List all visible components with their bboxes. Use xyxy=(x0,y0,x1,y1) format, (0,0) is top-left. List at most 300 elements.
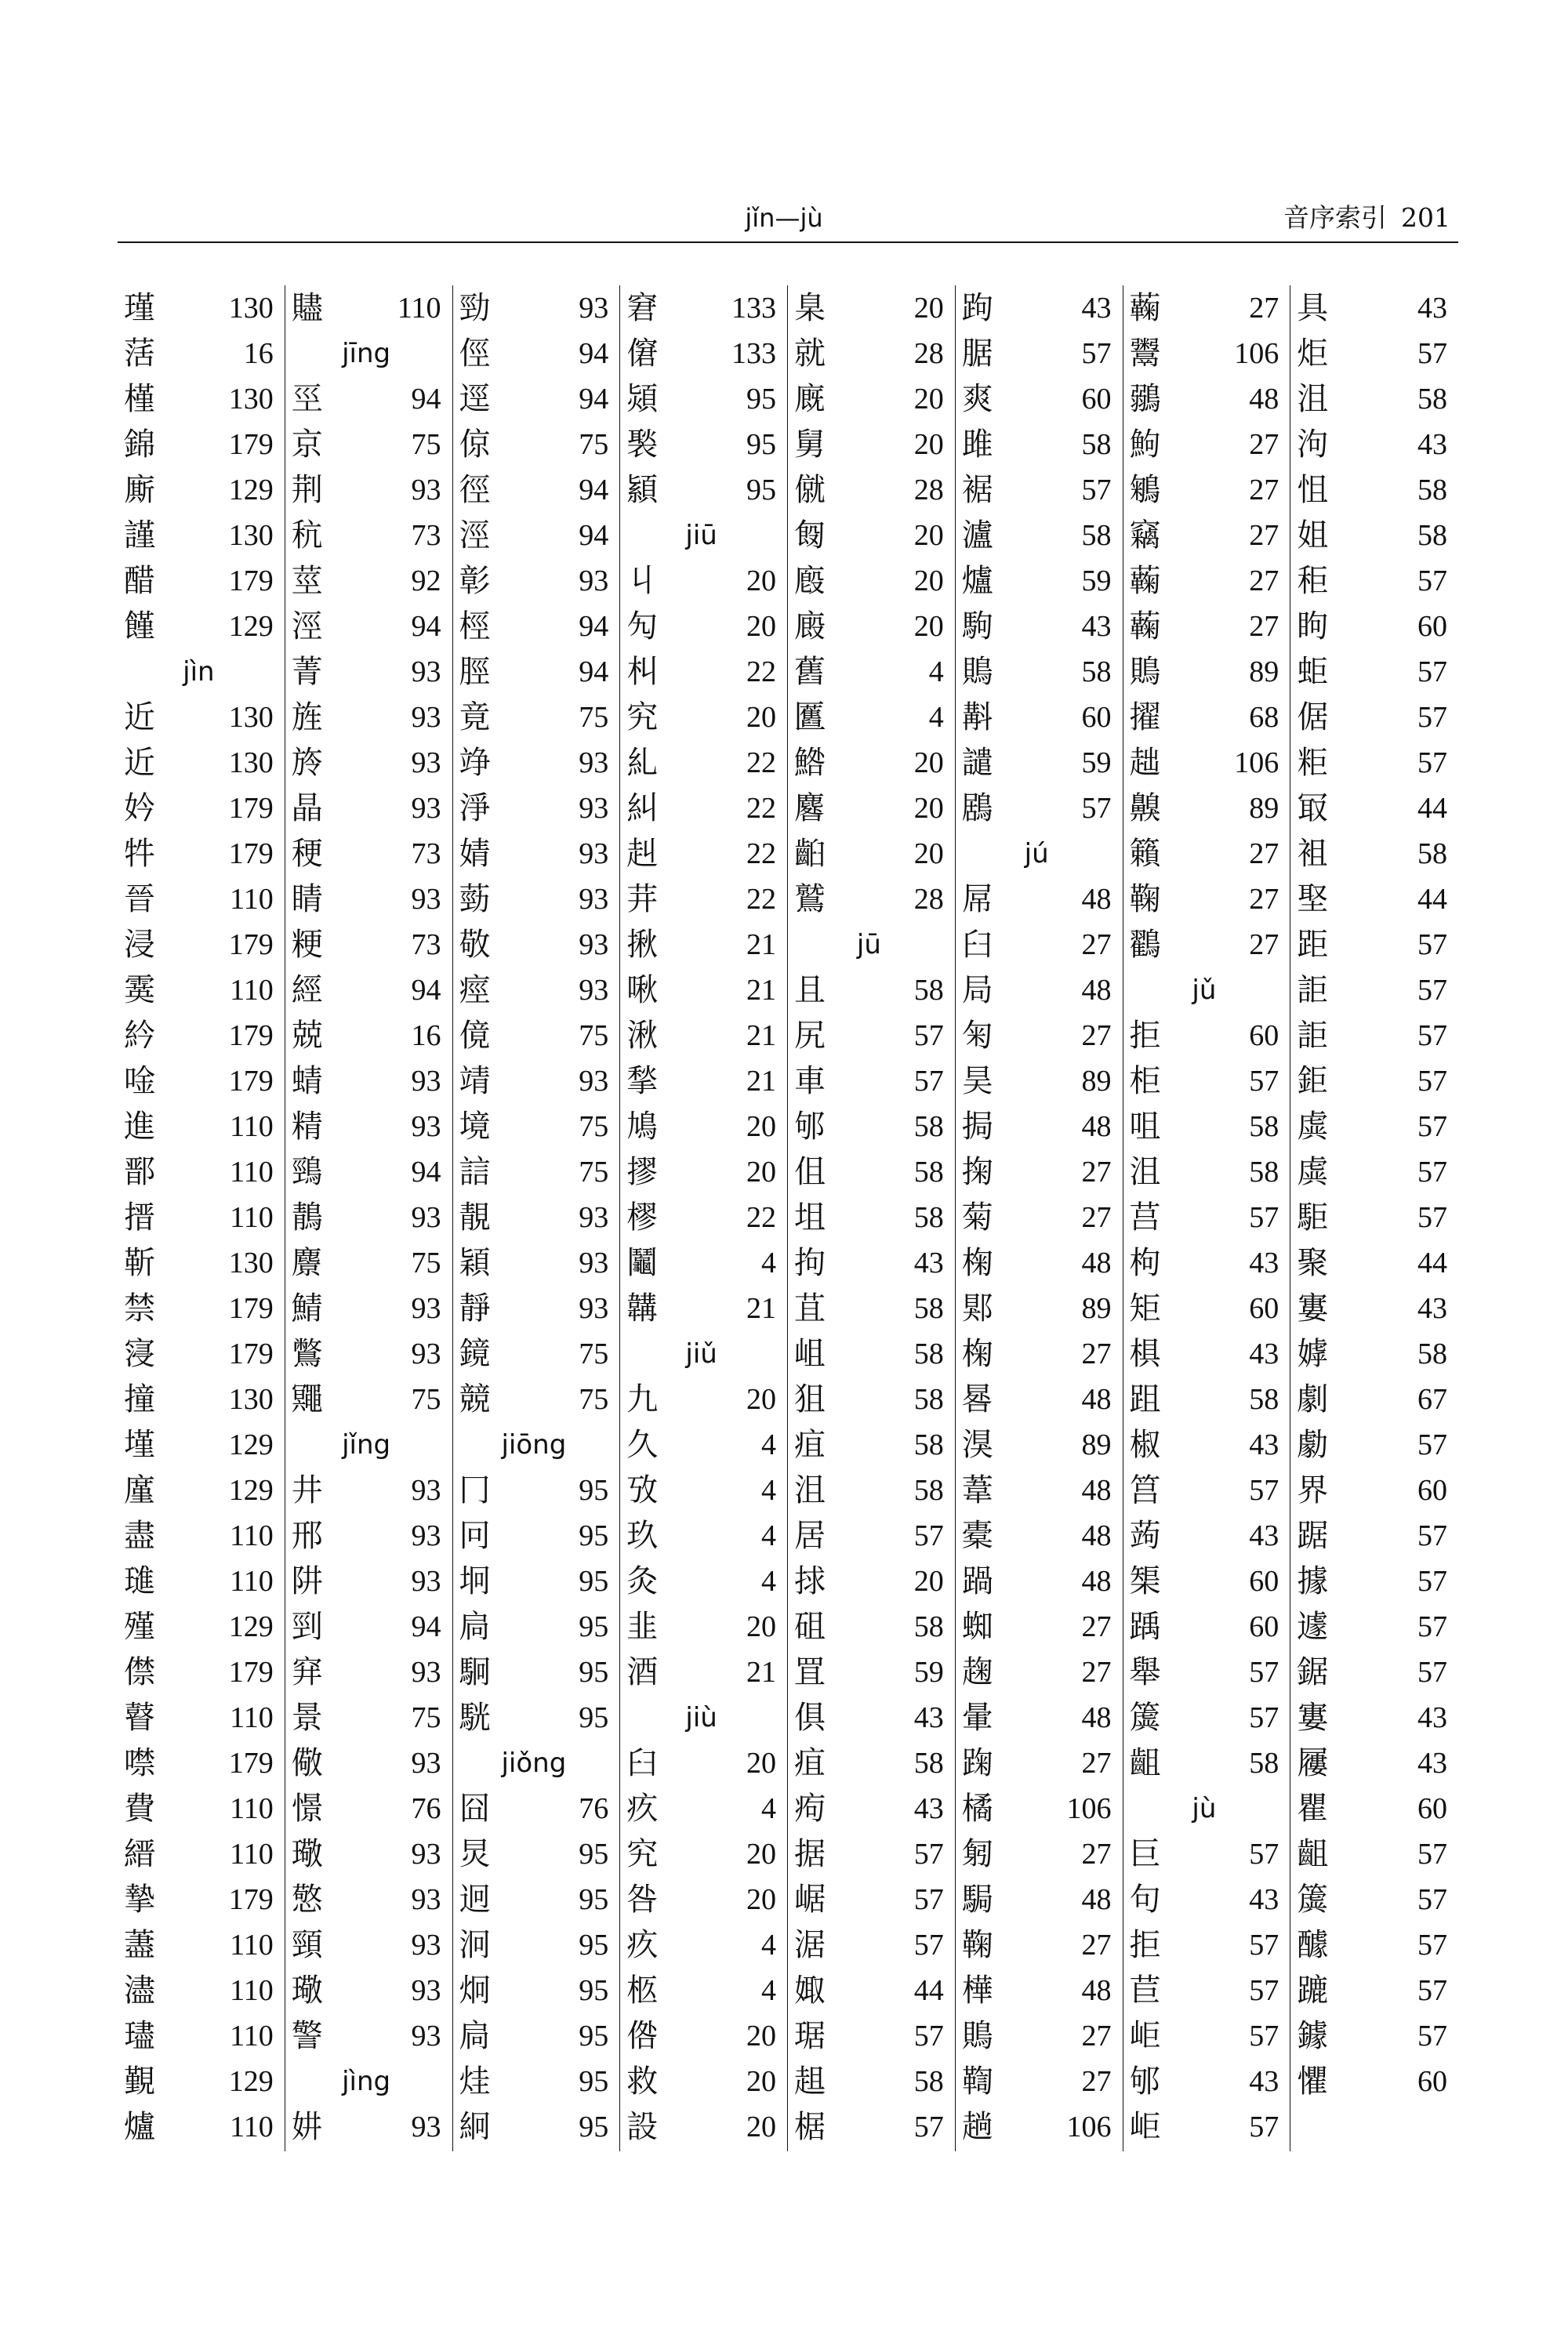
entry-page: 93 xyxy=(411,1974,441,2007)
index-entry xyxy=(794,285,944,331)
entry-page: 43 xyxy=(1081,610,1112,643)
entry-page: 130 xyxy=(228,746,274,779)
index-entry xyxy=(962,422,1112,467)
index-entry xyxy=(1297,1104,1447,1149)
entry-character: 璡 xyxy=(124,1563,155,1599)
entry-character: 伹 xyxy=(794,1154,826,1190)
entry-character: 雎 xyxy=(961,426,993,463)
index-entry xyxy=(1130,1331,1279,1377)
index-entry xyxy=(626,1513,776,1559)
entry-character: 蜻 xyxy=(291,1063,323,1099)
entry-character: 扃 xyxy=(459,1609,491,1645)
entry-character: 拘 xyxy=(794,1245,826,1281)
index-entry xyxy=(124,1877,274,1922)
index-entry xyxy=(1297,786,1447,831)
index-entry xyxy=(292,1831,441,1877)
index-entry xyxy=(626,1786,776,1831)
entry-character: 疚 xyxy=(626,1927,659,1963)
index-entry xyxy=(626,1104,776,1149)
entry-character: 捄 xyxy=(794,1563,826,1599)
index-entry xyxy=(124,1786,274,1831)
entry-character: 穽 xyxy=(291,1654,323,1690)
entry-character: 九 xyxy=(626,1381,659,1417)
entry-page: 95 xyxy=(579,1701,609,1734)
entry-character: 精 xyxy=(291,1109,323,1145)
entry-page: 43 xyxy=(1249,1428,1279,1461)
index-entry xyxy=(794,1922,944,1968)
entry-page: 48 xyxy=(1249,383,1279,416)
entry-page: 60 xyxy=(1417,1474,1447,1507)
entry-page: 57 xyxy=(913,1838,944,1871)
index-entry xyxy=(962,2059,1112,2104)
index-entry xyxy=(626,422,776,467)
index-entry xyxy=(124,2104,274,2150)
entry-character: 鬮 xyxy=(626,1245,659,1281)
entry-page: 93 xyxy=(411,1747,441,1780)
index-entry xyxy=(962,1559,1112,1604)
entry-page: 43 xyxy=(1249,1883,1279,1916)
entry-character: 舉 xyxy=(1129,1654,1161,1690)
index-entry xyxy=(794,1422,944,1468)
index-entry xyxy=(459,1604,609,1650)
index-entry xyxy=(962,513,1112,558)
entry-character: 妌 xyxy=(291,2109,323,2145)
entry-page: 94 xyxy=(579,610,609,643)
entry-character: 疚 xyxy=(626,1791,659,1827)
index-entry xyxy=(794,604,944,649)
entry-page: 73 xyxy=(411,928,441,961)
entry-page: 75 xyxy=(411,1383,441,1416)
entry-character: 晷 xyxy=(961,1381,993,1417)
entry-character: 屨 xyxy=(1297,1745,1329,1781)
entry-character: 筥 xyxy=(1129,1472,1161,1508)
index-entry xyxy=(459,467,609,513)
entry-page: 20 xyxy=(746,1838,776,1871)
entry-character: 牪 xyxy=(124,836,155,872)
entry-character: 勮 xyxy=(1297,1427,1329,1463)
entry-character: 椒 xyxy=(1129,1427,1161,1463)
index-entry xyxy=(1130,1513,1279,1559)
entry-character: 晉 xyxy=(124,881,155,917)
index-entry xyxy=(962,1968,1112,2013)
entry-page: 20 xyxy=(746,1747,776,1780)
entry-character: 巨 xyxy=(1129,1836,1161,1872)
entry-character: 据 xyxy=(794,1836,826,1872)
entry-character: 穎 xyxy=(459,1245,491,1281)
index-entry xyxy=(1297,331,1447,376)
index-entry xyxy=(1297,1831,1447,1877)
index-entry xyxy=(1297,1695,1447,1740)
entry-character: 璥 xyxy=(291,1836,323,1872)
entry-character: 瞿 xyxy=(1297,1791,1329,1827)
entry-character: 拒 xyxy=(1129,1018,1161,1054)
entry-page: 110 xyxy=(230,1929,274,1962)
entry-character: 掬 xyxy=(961,1154,993,1190)
entry-character: 廏 xyxy=(794,563,826,599)
index-entry xyxy=(1297,558,1447,604)
entry-page: 110 xyxy=(230,1838,274,1871)
index-entry xyxy=(459,422,609,467)
entry-page: 4 xyxy=(761,1428,776,1461)
entry-character: 韭 xyxy=(626,1609,659,1645)
entry-character: 頸 xyxy=(291,1927,323,1963)
entry-page: 20 xyxy=(746,564,776,597)
index-entry xyxy=(794,1650,944,1695)
index-entry xyxy=(962,558,1112,604)
entry-character: 僦 xyxy=(794,472,826,508)
entry-page: 20 xyxy=(746,610,776,643)
index-entry xyxy=(626,1058,776,1104)
entry-page: 57 xyxy=(1417,337,1447,370)
entry-page: 58 xyxy=(1249,1747,1279,1780)
entry-page: 110 xyxy=(230,1110,274,1143)
entry-page: 93 xyxy=(411,746,441,779)
index-entry xyxy=(1130,2013,1279,2059)
index-entry xyxy=(124,331,274,376)
pinyin-heading: jū xyxy=(856,929,881,960)
entry-page: 93 xyxy=(579,1065,609,1098)
entry-character: 槿 xyxy=(124,381,155,417)
entry-page: 4 xyxy=(761,1247,776,1279)
index-entry xyxy=(626,1195,776,1240)
entry-page: 43 xyxy=(1417,1701,1447,1734)
entry-character: 鐻 xyxy=(1297,2018,1329,2054)
entry-page: 58 xyxy=(913,1338,944,1370)
index-entry xyxy=(1297,1468,1447,1513)
entry-character: 鯖 xyxy=(291,1290,323,1327)
entry-page: 48 xyxy=(1081,1110,1112,1143)
entry-character: 唫 xyxy=(124,1063,155,1099)
entry-page: 93 xyxy=(411,474,441,506)
index-entry xyxy=(1130,422,1279,467)
entry-page: 89 xyxy=(1249,792,1279,825)
index-entry xyxy=(794,1240,944,1286)
entry-page: 59 xyxy=(1081,564,1112,597)
index-entry xyxy=(962,2013,1112,2059)
index-entry xyxy=(1130,831,1279,877)
index-entry xyxy=(124,967,274,1013)
entry-page: 57 xyxy=(1417,1019,1447,1052)
index-entry xyxy=(1130,1740,1279,1786)
entry-page: 4 xyxy=(928,701,944,734)
entry-character: 苣 xyxy=(1129,1973,1161,2009)
index-entry xyxy=(292,467,441,513)
entry-page: 57 xyxy=(1081,337,1112,370)
entry-page: 75 xyxy=(579,1110,609,1143)
index-entry xyxy=(1297,740,1447,786)
index-entry xyxy=(794,786,944,831)
index-column xyxy=(118,285,285,2151)
entry-page: 179 xyxy=(228,837,274,870)
entry-page: 93 xyxy=(411,883,441,916)
entry-character: 殣 xyxy=(124,1609,155,1645)
entry-character: 進 xyxy=(124,1109,155,1145)
entry-character: 臬 xyxy=(794,290,826,326)
index-entry xyxy=(626,1604,776,1650)
entry-page: 43 xyxy=(1249,1519,1279,1552)
index-entry xyxy=(459,1240,609,1286)
entry-character: 趄 xyxy=(794,2063,826,2100)
entry-character: 涇 xyxy=(459,517,491,554)
index-entry xyxy=(1130,740,1279,786)
entry-character: 蒟 xyxy=(1129,1518,1161,1554)
entry-character: 柜 xyxy=(1129,1063,1161,1099)
index-entry xyxy=(459,331,609,376)
entry-page: 44 xyxy=(1417,792,1447,825)
entry-page: 22 xyxy=(746,792,776,825)
entry-character: 疽 xyxy=(794,1427,826,1463)
entry-page: 27 xyxy=(1249,883,1279,916)
entry-page: 76 xyxy=(411,1792,441,1825)
entry-character: 浸 xyxy=(124,927,155,963)
entry-character: 椇 xyxy=(1129,1336,1161,1372)
index-entry xyxy=(1297,604,1447,649)
index-entry xyxy=(1130,1013,1279,1058)
entry-character: 錦 xyxy=(124,426,155,463)
entry-character: 寠 xyxy=(1297,1700,1329,1736)
index-entry xyxy=(794,1604,944,1650)
entry-character: 且 xyxy=(794,972,826,1008)
entry-character: 境 xyxy=(459,1109,491,1145)
entry-character: 岠 xyxy=(1129,2109,1161,2145)
entry-character: 搢 xyxy=(124,1200,155,1236)
entry-character: 涇 xyxy=(291,608,323,644)
entry-page: 20 xyxy=(746,2065,776,2098)
entry-page: 95 xyxy=(579,2065,609,2098)
index-entry xyxy=(459,1513,609,1559)
entry-character: 攷 xyxy=(626,1472,659,1508)
index-entry xyxy=(292,831,441,877)
entry-page: 93 xyxy=(411,1565,441,1598)
index-column xyxy=(956,285,1123,2151)
entry-character: 埾 xyxy=(1297,881,1329,917)
index-entry xyxy=(962,1922,1112,1968)
entry-character: 京 xyxy=(291,426,323,463)
entry-page: 110 xyxy=(230,1565,274,1598)
entry-page: 20 xyxy=(746,2111,776,2143)
index-entry xyxy=(626,1149,776,1195)
entry-page: 48 xyxy=(1081,1701,1112,1734)
entry-page: 58 xyxy=(1249,1156,1279,1189)
entry-character: 究 xyxy=(626,699,659,735)
index-entry xyxy=(626,1650,776,1695)
index-entry xyxy=(794,1877,944,1922)
index-entry xyxy=(292,1604,441,1650)
entry-character: 劇 xyxy=(1297,1381,1329,1417)
entry-character: 警 xyxy=(291,2018,323,2054)
index-entry xyxy=(1297,922,1447,967)
index-column xyxy=(1290,285,1458,2151)
index-entry xyxy=(292,1331,441,1377)
index-entry xyxy=(962,1468,1112,1513)
entry-page: 48 xyxy=(1081,883,1112,916)
entry-character: 俱 xyxy=(794,1700,826,1736)
entry-character: 郹 xyxy=(961,1290,993,1327)
index-entry xyxy=(1297,1922,1447,1968)
entry-page: 57 xyxy=(1249,1701,1279,1734)
index-entry xyxy=(292,1922,441,1968)
entry-character: 砠 xyxy=(794,1609,826,1645)
index-entry xyxy=(459,1695,609,1740)
entry-character: 謹 xyxy=(124,517,155,554)
entry-page: 73 xyxy=(411,837,441,870)
index-entry xyxy=(962,740,1112,786)
entry-page: 57 xyxy=(1417,1519,1447,1552)
index-entry xyxy=(962,1422,1112,1468)
entry-character: 簴 xyxy=(1297,1882,1329,1918)
entry-character: 扃 xyxy=(459,2018,491,2054)
entry-page: 57 xyxy=(1249,1065,1279,1098)
index-entry xyxy=(459,1286,609,1331)
entry-page: 57 xyxy=(913,1929,944,1962)
index-entry xyxy=(124,1149,274,1195)
entry-page: 44 xyxy=(1417,1247,1447,1279)
entry-character: 岠 xyxy=(1129,2018,1161,2054)
entry-page: 75 xyxy=(579,428,609,461)
index-entry xyxy=(794,1831,944,1877)
index-entry xyxy=(626,467,776,513)
entry-character: 褧 xyxy=(626,426,659,463)
entry-character: 莖 xyxy=(291,563,323,599)
index-entry xyxy=(1130,331,1279,376)
index-entry xyxy=(459,831,609,877)
entry-page: 27 xyxy=(1249,564,1279,597)
pinyin-heading: jiǒng xyxy=(501,1748,567,1779)
index-entry xyxy=(1130,1058,1279,1104)
entry-page: 20 xyxy=(913,428,944,461)
entry-character: 贐 xyxy=(291,290,323,326)
index-column xyxy=(285,285,453,2151)
entry-character: 糾 xyxy=(626,790,659,826)
entry-character: 瞽 xyxy=(124,1700,155,1736)
index-column xyxy=(788,285,956,2151)
entry-character: 句 xyxy=(1129,1882,1161,1918)
entry-page: 93 xyxy=(411,1065,441,1098)
entry-page: 27 xyxy=(1081,1610,1112,1643)
entry-character: 咎 xyxy=(626,1882,659,1918)
entry-character: 裾 xyxy=(961,472,993,508)
index-entry xyxy=(124,604,274,649)
index-entry xyxy=(459,1968,609,2013)
index-entry xyxy=(1297,1286,1447,1331)
entry-page: 27 xyxy=(1249,928,1279,961)
index-entry xyxy=(292,513,441,558)
index-entry xyxy=(626,786,776,831)
index-entry xyxy=(124,1331,274,1377)
entry-page: 179 xyxy=(228,928,274,961)
header-right xyxy=(1283,202,1450,234)
entry-page: 110 xyxy=(230,1519,274,1552)
index-entry xyxy=(1297,1331,1447,1377)
index-entry xyxy=(1130,1422,1279,1468)
index-entry xyxy=(124,1559,274,1604)
entry-page: 20 xyxy=(913,792,944,825)
entry-page: 179 xyxy=(228,428,274,461)
entry-page: 60 xyxy=(1249,1610,1279,1643)
entry-character: 譴 xyxy=(961,745,993,781)
index-entry xyxy=(1297,1786,1447,1831)
entry-character: 脛 xyxy=(459,654,491,690)
index-entry xyxy=(124,2059,274,2104)
index-entry xyxy=(292,2013,441,2059)
entry-page: 57 xyxy=(1417,1929,1447,1962)
entry-character: 鮈 xyxy=(1129,426,1161,463)
index-entry xyxy=(794,422,944,467)
index-entry xyxy=(292,1786,441,1831)
index-entry xyxy=(962,922,1112,967)
entry-page: 133 xyxy=(731,292,776,325)
entry-character: 鬻 xyxy=(1129,336,1161,372)
entry-page: 130 xyxy=(228,1383,274,1416)
entry-character: 廝 xyxy=(124,472,155,508)
index-entry xyxy=(124,695,274,740)
index-entry xyxy=(459,2104,609,2150)
index-entry xyxy=(1297,649,1447,695)
index-entry xyxy=(292,1058,441,1104)
entry-page: 43 xyxy=(1417,1292,1447,1325)
entry-character: 憬 xyxy=(291,1791,323,1827)
entry-page: 68 xyxy=(1249,701,1279,734)
entry-character: 矩 xyxy=(1129,1290,1161,1327)
index-entry xyxy=(962,1058,1112,1104)
index-entry xyxy=(292,376,441,422)
entry-page: 20 xyxy=(746,701,776,734)
entry-page: 27 xyxy=(1081,1201,1112,1234)
index-entry xyxy=(1297,467,1447,513)
index-entry xyxy=(124,467,274,513)
entry-page: 95 xyxy=(579,1474,609,1507)
index-columns xyxy=(118,285,1458,2151)
entry-character: 饉 xyxy=(124,608,155,644)
index-entry xyxy=(292,1104,441,1149)
index-entry xyxy=(794,1968,944,2013)
entry-page: 28 xyxy=(913,883,944,916)
entry-character: 鸐 xyxy=(1129,927,1161,963)
header-rule xyxy=(118,241,1458,243)
entry-character: 瑾 xyxy=(124,290,155,326)
entry-page: 57 xyxy=(1249,2111,1279,2143)
entry-page: 58 xyxy=(913,1201,944,1234)
entry-page: 106 xyxy=(1066,2111,1112,2143)
entry-page: 93 xyxy=(579,792,609,825)
index-entry xyxy=(626,1286,776,1331)
index-entry xyxy=(124,1195,274,1240)
index-entry xyxy=(962,467,1112,513)
entry-page: 57 xyxy=(1081,474,1112,506)
index-entry xyxy=(292,1195,441,1240)
pinyin-heading: jú xyxy=(1024,838,1049,869)
entry-page: 94 xyxy=(579,337,609,370)
entry-page: 4 xyxy=(761,1792,776,1825)
index-entry xyxy=(292,1240,441,1286)
index-entry xyxy=(459,695,609,740)
entry-character: 俓 xyxy=(459,336,491,372)
entry-page: 93 xyxy=(579,746,609,779)
index-entry xyxy=(459,1104,609,1149)
entry-character: 敬 xyxy=(459,927,491,963)
index-entry xyxy=(124,1240,274,1286)
entry-page: 58 xyxy=(913,1747,944,1780)
entry-page: 93 xyxy=(579,883,609,916)
entry-page: 58 xyxy=(1417,519,1447,552)
index-entry xyxy=(124,1058,274,1104)
entry-character: 竫 xyxy=(459,745,491,781)
index-entry xyxy=(292,1968,441,2013)
entry-character: 鞠 xyxy=(1129,881,1161,917)
entry-page: 93 xyxy=(411,1474,441,1507)
entry-character: 婧 xyxy=(459,836,491,872)
index-entry xyxy=(459,877,609,922)
